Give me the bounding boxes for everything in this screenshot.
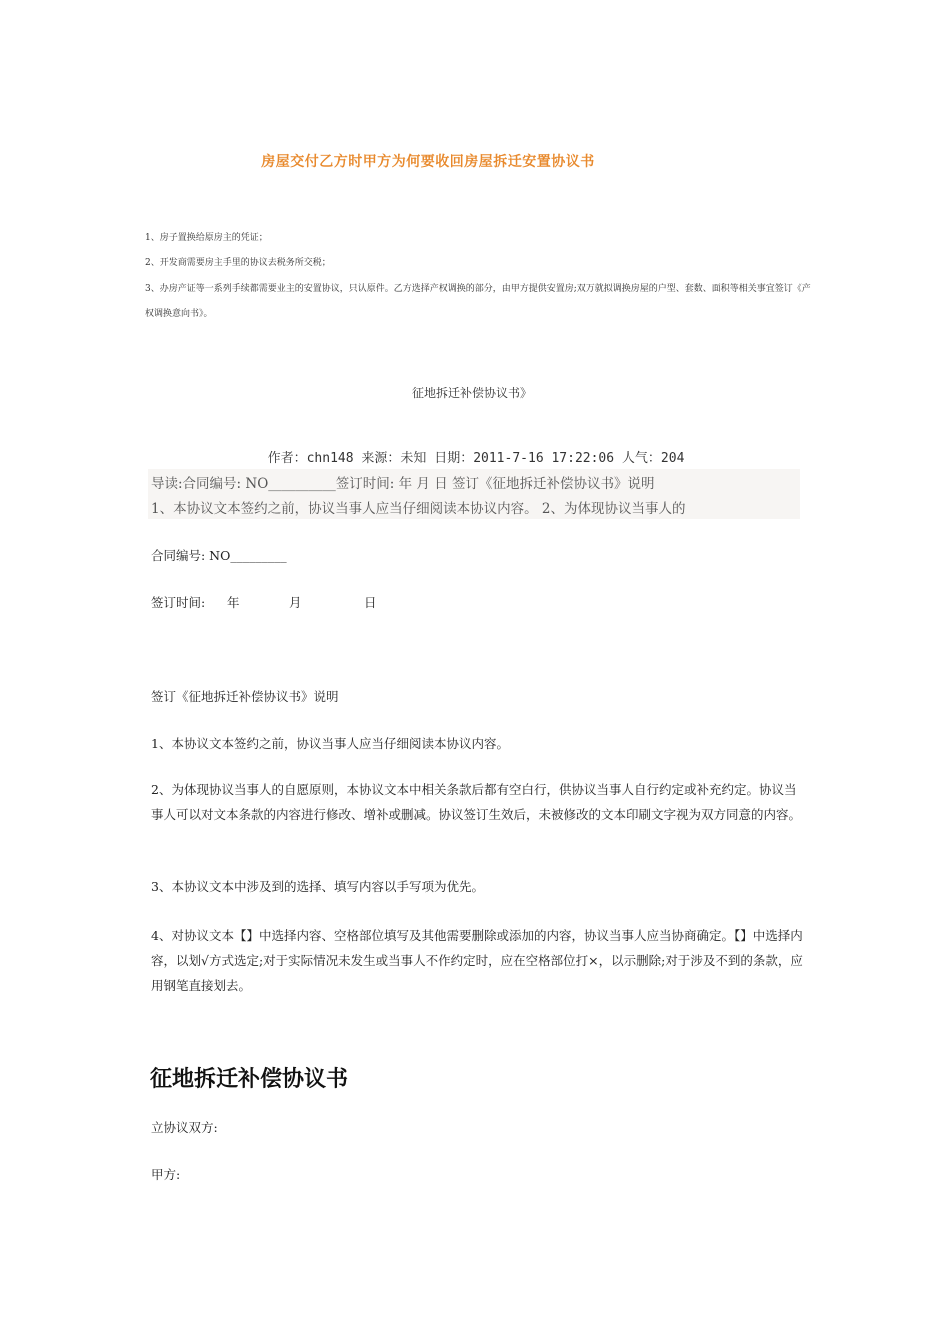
document-top-title: 房屋交付乙方时甲方为何要收回房屋拆迁安置协议书: [261, 154, 595, 170]
intro-item-1: 1、房子置换给原房主的凭证；: [145, 233, 268, 243]
explain-paragraph-2: 2、为体现协议当事人的自愿原则，本协议文本中相关条款后都有空白行，供协议当事人自行约定或补充约定。协议当事人可以对文本条款的内容进行修改、增补或删减。协议签订生效后，未被修改的文本印刷文字视为双方同意的内容。: [151, 782, 802, 822]
article-meta-line: 作者：chn148 来源：未知 日期：2011-7-16 17:22:06 人气：204: [267, 451, 685, 466]
intro-item-2: 2、开发商需要房主手里的协议去税务所交税；: [145, 258, 331, 268]
explain-paragraph-1: 1、本协议文本签约之前，协议当事人应当仔细阅读本协议内容。: [151, 736, 509, 751]
party-a-label: 甲方:: [151, 1167, 181, 1182]
intro-item-3: 3、办房产证等一系列手续都需要业主的安置协议，只认原件。乙方选择产权调换的部分，由甲方提供安置房;双万就拟调换房屋的户型、套数、面积等相关事宜签订《产权调换意向书》。: [145, 284, 811, 319]
explain-paragraph-3: 3、本协议文本中涉及到的选择、填写内容以手写项为优先。: [151, 879, 484, 894]
sign-time-year: 年: [227, 595, 240, 610]
sign-time-day: 日: [364, 595, 377, 610]
sign-time-label: 签订时间:: [151, 595, 206, 610]
explain-title: 签订《征地拆迁补偿协议书》说明: [151, 689, 339, 704]
guide-line-2: 1、本协议文本签约之前，协议当事人应当仔细阅读本协议内容。 2、为体现协议当事人的: [151, 501, 686, 517]
agreement-main-title: 征地拆迁补偿协议书: [150, 1067, 349, 1092]
parties-label: 立协议双方:: [151, 1120, 218, 1135]
guide-line-1: 导读:合同编号: NO__________签订时间: 年 月 日 签订《征地拆迁补偿协议书》说明: [151, 476, 655, 492]
contract-number-line: 合同编号: NO_________: [151, 548, 287, 563]
section-heading: 征地拆迁补偿协议书》: [411, 386, 532, 400]
explain-paragraph-4: 4、对协议文本【】中选择内容、空格部位填写及其他需要删除或添加的内容，协议当事人应当协商确定。【】中选择内容，以划√方式选定;对于实际情况未发生或当事人不作约定时，应在空格部位打×，以示删除;对于涉及不到的条款，应用钢笔直接划去。: [151, 928, 803, 993]
sign-time-month: 月: [289, 595, 302, 610]
